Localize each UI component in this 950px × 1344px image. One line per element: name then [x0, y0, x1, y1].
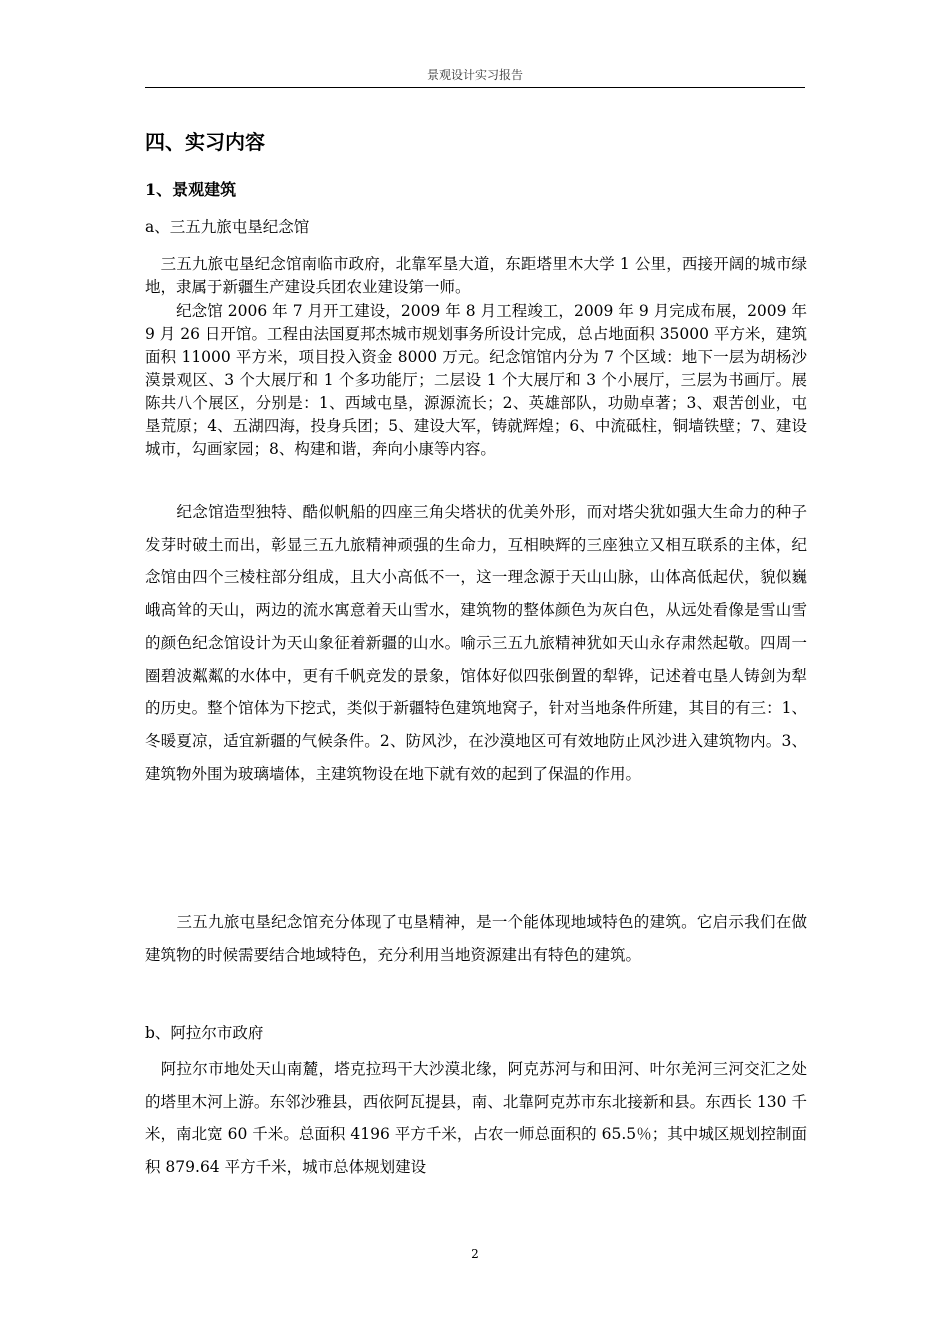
item-b-paragraph-1: 阿拉尔市地处天山南麓，塔克拉玛干大沙漠北缘，阿克苏河与和田河、叶尔羌河三河交汇之处的塔里木河上游。东邻沙雅县，西依阿瓦提县，南、北靠阿克苏市东北接新和县。东西长 130 千米，南北宽 60 千米。总面积 4196 平方千米，占农一师总面积的 65.5％；其中城区规划控制面积 879.64 平方千米，城市总体规划建设: [145, 1060, 807, 1177]
subsection-title: 1、景观建筑: [145, 180, 237, 199]
item-a-paragraph-3: 纪念馆造型独特、酷似帆船的四座三角尖塔状的优美外形，而对塔尖犹如强大生命力的种子发芽时破土而出，彰显三五九旅精神顽强的生命力，互相映辉的三座独立又相互联系的主体，纪念馆由四个三棱柱部分组成，且大小高低不一，这一理念源于天山山脉，山体高低起伏，貌似巍峨高耸的天山，两边的流水寓意着天山雪水，建筑物的整体颜色为灰白色，从远处看像是雪山雪的颜色纪念馆设计为天山象征着新疆的山水。喻示三五九旅精神犹如天山永存肃然起敬。四周一圈碧波粼粼的水体中，更有千帆竞发的景象，馆体好似四张倒置的犁铧，记述着屯垦人铸剑为犁的历史。整个馆体为下挖式，类似于新疆特色建筑地窝子，针对当地条件所建，其目的有三：1、冬暖夏凉，适宜新疆的气候条件。2、防风沙，在沙漠地区可有效地防止风沙进入建筑物内。3、建筑物外围为玻璃墙体，主建筑物设在地下就有效的起到了保温的作用。: [145, 503, 807, 783]
item-a-paragraph-4: 三五九旅屯垦纪念馆充分体现了屯垦精神，是一个能体现地域特色的建筑。它启示我们在做建筑物的时候需要结合地域特色，充分利用当地资源建出有特色的建筑。: [145, 913, 807, 964]
item-a-title: a、三五九旅屯垦纪念馆: [145, 218, 310, 236]
item-a-paragraph-1: 三五九旅屯垦纪念馆南临市政府，北靠军垦大道，东距塔里木大学 1 公里，西接开阔的城市绿地，隶属于新疆生产建设兵团农业建设第一师。: [145, 255, 807, 296]
item-a-paragraph-2: 纪念馆 2006 年 7 月开工建设，2009 年 8 月工程竣工，2009 年 9 月完成布展，2009 年 9 月 26 日开馆。工程由法国夏邦杰城市规划事务所设计完成，总占地面积 35000 平方米，建筑面积 11000 平方米，项目投入资金 8000 万元。纪念馆馆内分为 7 个区域：地下一层为胡杨沙漠景观区、3 个大展厅和 1 个多功能厅；二层设 1 个大展厅和 3 个小展厅，三层为书画厅。展陈共八个展区，分别是：1、西域屯垦，源源流长；2、英雄部队，功勋卓著；3、艰苦创业，屯垦荒原；4、五湖四海，投身兵团；5、建设大军，铸就辉煌；6、中流砥柱，铜墙铁壁；7、建设城市，勾画家园；8、构建和谐，奔向小康等内容。: [145, 302, 807, 458]
section-title: 四、实习内容: [145, 130, 265, 154]
page-number: 2: [471, 1247, 479, 1261]
running-header: 景观设计实习报告: [145, 66, 805, 88]
item-b-title: b、阿拉尔市政府: [145, 1024, 264, 1042]
